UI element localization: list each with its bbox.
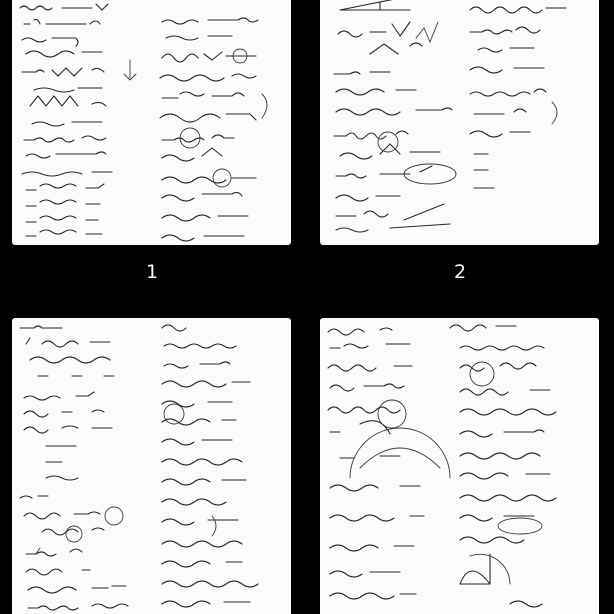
handwritten-notes-page-3 <box>12 318 291 614</box>
page-number-label-2: 2 <box>453 261 467 283</box>
handwritten-notes-page-4 <box>320 318 599 614</box>
handwritten-notes-page-2 <box>320 0 599 245</box>
page-number-label-1: 1 <box>145 261 159 283</box>
handwritten-notes-page-1 <box>12 0 291 245</box>
page-thumbnail-1[interactable] <box>12 0 291 245</box>
page-thumbnail-3[interactable] <box>12 318 291 614</box>
page-thumbnail-4[interactable] <box>320 318 599 614</box>
page-thumbnail-2[interactable] <box>320 0 599 245</box>
